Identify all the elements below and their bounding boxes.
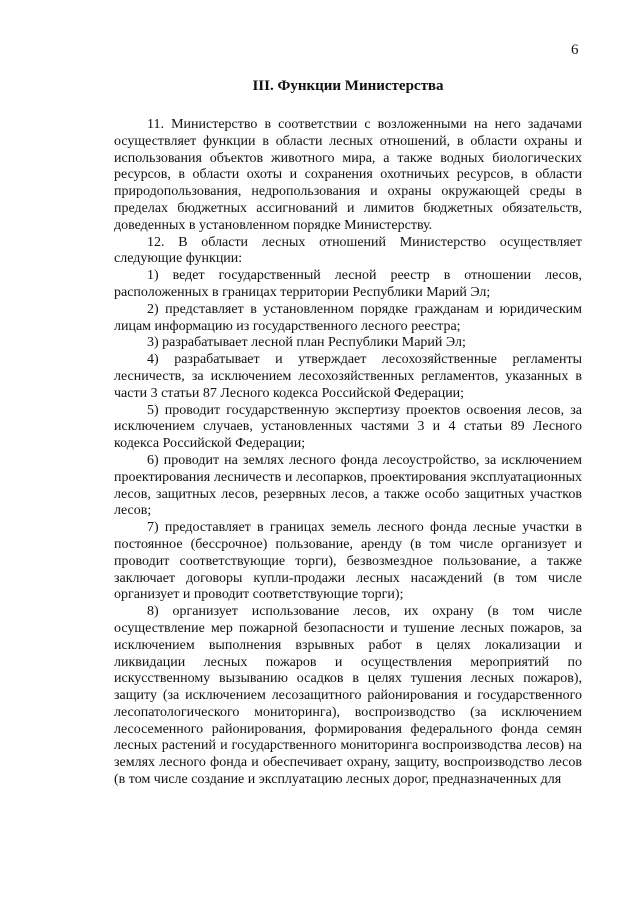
list-item-3: 3) разрабатывает лесной план Республики Марий Эл; [147, 335, 466, 351]
list-item-4: 4) разрабатывает и утверждает лесохозяйственные регламенты лесничеств, за исключением лесохозяйственных регламентов, указанных в части 3 статьи 87 Лесного кодекса Российской Федерации; [114, 352, 582, 401]
list-item-8: 8) организует использование лесов, их охрану (в том числе осуществление мер пожарной безопасности и тушение лесных пожаров, за исключением выполнения взрывных работ в целях локализации и ликвидации лесных пожаров и осуществления мероприятий по искусственному вызыванию осадков в целях тушения лесных пожаров), защиту (за исключением лесозащитного районирования и государственного лесопатологического мониторинга), воспроизводство (за исключением лесосеменного районирования, формирования федерального фонда семян лесных растений и государственного мониторинга воспроизводства лесов) на землях лесного фонда и обеспечивает охрану, защиту, воспроизводство лесов (в том числе создание и эксплуатацию лесных дорог, предназначенных для [114, 604, 582, 788]
list-item-2: 2) представляет в установленном порядке гражданам и юридическим лицам информацию из государственного лесного реестра; [114, 301, 582, 334]
list-item-6: 6) проводит на землях лесного фонда лесоустройство, за исключением проектирования лесничеств и лесопарков, проектирования эксплуатационных лесов, защитных лесов, резервных лесов, а также особо защитных участков лесов; [114, 452, 582, 519]
document-body [114, 117, 582, 789]
list-item-5: 5) проводит государственную экспертизу проектов освоения лесов, за исключением случаев, установленных частями 3 и 4 статьи 89 Лесного кодекса Российской Федерации; [114, 402, 582, 452]
section-title: III. Функции Министерства [252, 78, 444, 94]
list-item-1: 1) ведет государственный лесной реестр в отношении лесов, расположенных в границах территории Республики Марий Эл; [114, 268, 582, 300]
paragraph-11: 11. Министерство в соответствии с возложенными на него задачами осуществляет функции в области лесных отношений, в области охраны и использования объектов животного мира, а также водных биологических ресурсов, в области охоты и сохранения охотничьих ресурсов, в области природопользования, недропользования и охраны окружающей среды в пределах бюджетных ассигнований и лимитов бюджетных обязательств, доведенных в установленном порядке Министерству. [114, 117, 582, 233]
list-item-7: 7) предоставляет в границах земель лесного фонда лесные участки в постоянное (бессрочное) пользование, аренду (в том числе организует и проводит соответствующие торги), безвозмездное пользование, а также заключает договоры купли-продажи лесных насаждений (в том числе организует и проводит соответствующие торги); [114, 520, 582, 603]
paragraph-12: 12. В области лесных отношений Министерство осуществляет следующие функции: [114, 234, 582, 267]
page-number: 6 [571, 42, 579, 58]
